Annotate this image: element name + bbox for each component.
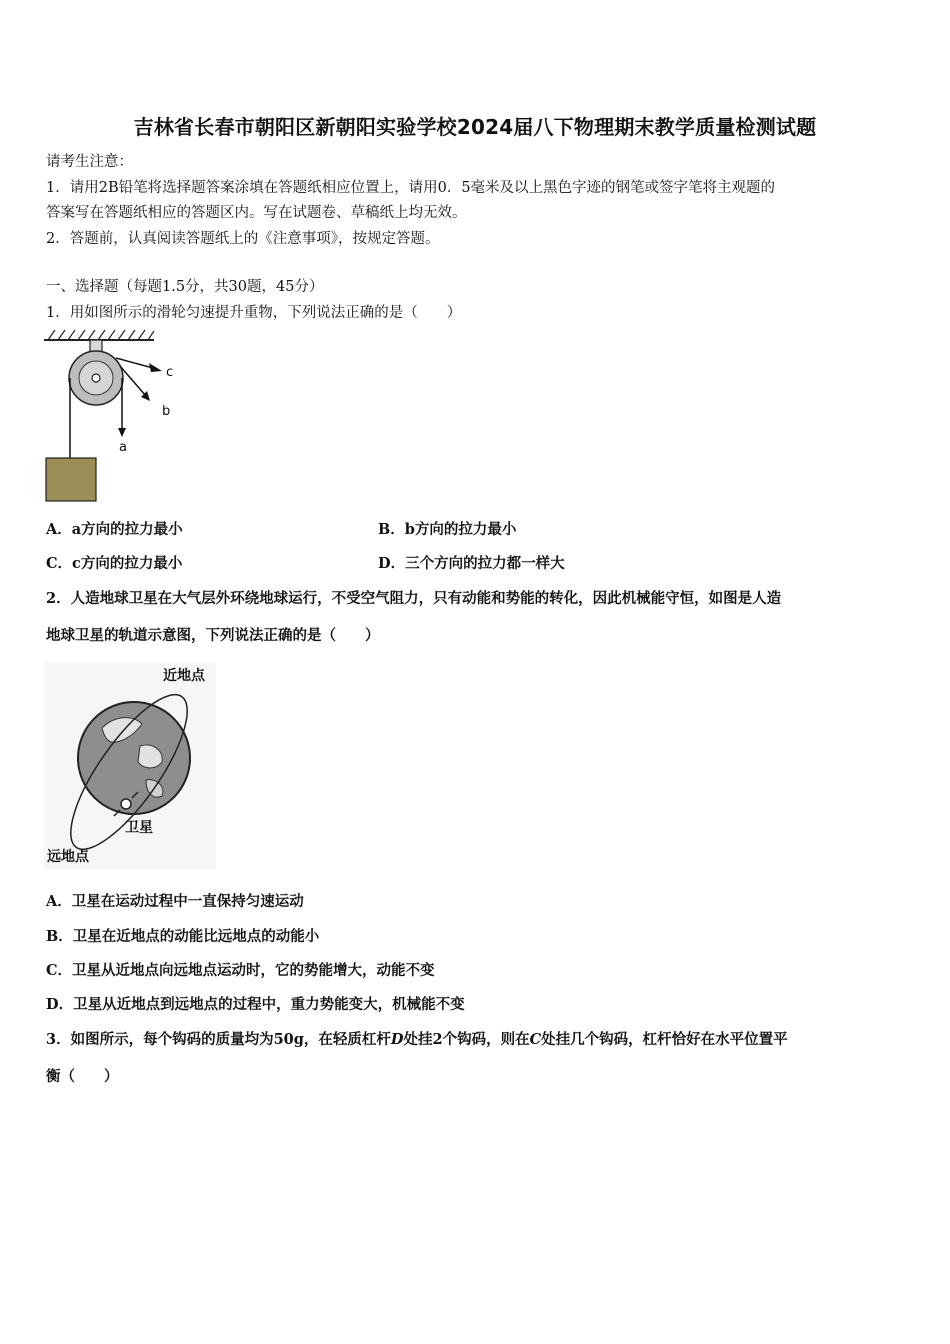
label-a: a [119,440,127,455]
question-3-stem-line-2: 衡（ ） [46,1068,119,1085]
q3-stem-part-3: 处挂几个钩码，杠杆恰好在水平位置平 [541,1031,788,1048]
q3-point-c: C [529,1031,542,1048]
label-b: b [162,404,171,419]
q1-option-c[interactable]: C．c方向的拉力最小 [46,555,183,572]
page-title: 吉林省长春市朝阳区新朝阳实验学校2024届八下物理期末教学质量检测试题 [133,115,817,139]
notice-item-2: 2．答题前，认真阅读答题纸上的《注意事项》，按规定答题。 [46,231,440,247]
perigee-label: 近地点 [163,668,205,684]
question-2-stem-line-2: 地球卫星的轨道示意图，下列说法正确的是（ ） [46,627,380,644]
q2-option-b[interactable]: B．卫星在近地点的动能比远地点的动能小 [46,928,320,945]
question-3-stem-line-1 [46,1028,788,1049]
q1-option-d[interactable]: D．三个方向的拉力都一样大 [378,555,565,572]
question-2-stem-line-1: 2．人造地球卫星在大气层外环绕地球运行，不受空气阻力，只有动能和势能的转化，因此机械能守恒，如图是人造 [46,590,782,607]
q3-point-d: D [390,1031,404,1048]
section-heading: 一、选择题（每题1.5分，共30题，45分） [46,279,324,295]
q1-option-b[interactable]: B．b方向的拉力最小 [378,521,517,538]
notice-heading: 请考生注意： [46,154,133,170]
q3-stem-part-2: 处挂2个钩码，则在 [403,1031,530,1048]
q2-option-d[interactable]: D．卫星从近地点到远地点的过程中，重力势能变大，机械能不变 [46,996,465,1013]
apogee-label: 远地点 [47,849,89,865]
question-1-stem: 1．用如图所示的滑轮匀速提升重物，下列说法正确的是（ ） [46,305,462,321]
q2-option-a[interactable]: A．卫星在运动过程中一直保持匀速运动 [46,893,304,910]
label-c: c [166,365,174,380]
satellite-orbit-figure [44,662,216,870]
q1-option-a[interactable]: A．a方向的拉力最小 [46,521,183,538]
q3-stem-part-1: 3．如图所示，每个钩码的质量均为50g，在轻质杠杆 [46,1031,391,1048]
notice-item-1-line-2: 答案写在答题纸相应的答题区内。写在试题卷、草稿纸上均无效。 [46,205,467,221]
notice-item-1-line-1: 1．请用2B铅笔将选择题答案涂填在答题纸相应位置上，请用0．5毫米及以上黑色字迹的钢笔或签字笔将主观题的 [46,180,776,196]
q2-option-c[interactable]: C．卫星从近地点向远地点运动时，它的势能增大，动能不变 [46,962,435,979]
satellite-label: 卫星 [125,820,153,836]
